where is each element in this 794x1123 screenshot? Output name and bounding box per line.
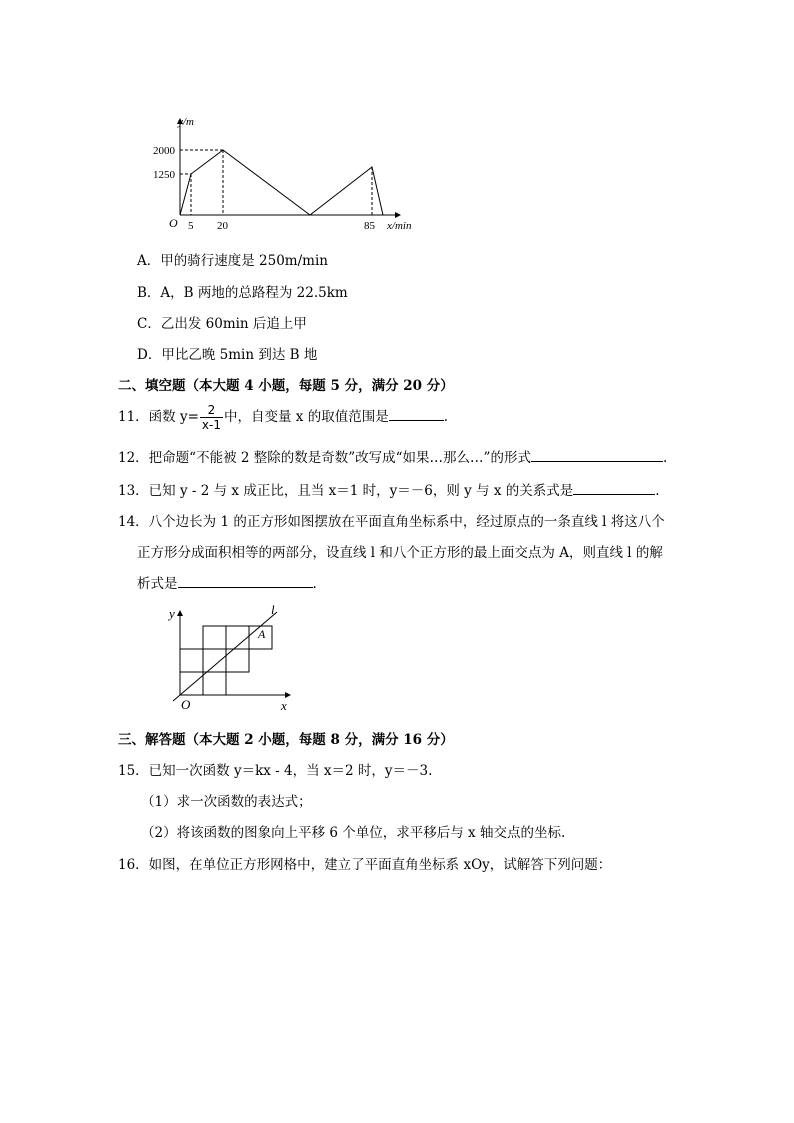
line-l — [173, 612, 277, 701]
point-a-label: A — [258, 627, 266, 641]
y-tick-1250: 1250 — [153, 169, 175, 181]
section-title-answer: 三、解答题（本大题 2 小题，每题 8 分，满分 16 分） — [118, 732, 454, 748]
answer-blank-14 — [178, 575, 313, 588]
question-14-line2: 正方形分成面积相等的两部分，设直线 l 和八个正方形的最上面交点为 A，则直线 l 的解 — [137, 545, 663, 561]
x-tick-5: 5 — [188, 220, 194, 232]
y-tick-2000: 2000 — [153, 145, 175, 157]
answer-blank-12 — [531, 449, 663, 462]
question-15-stem: 15．已知一次函数 y＝kx - 4，当 x＝2 时，y＝－3. — [118, 763, 433, 779]
fraction: $\frac{2}{x-1}$ — [201, 403, 221, 432]
question-11: 11．函数 y= $\frac{2}{x-1}$ 中，自变量 x 的取值范围是 . — [118, 403, 448, 432]
answer-blank-11 — [389, 408, 444, 421]
option-b: B．A，B 两地的总路程为 22.5km — [137, 285, 348, 301]
question-16-stem: 16．如图，在单位正方形网格中，建立了平面直角坐标系 xOy，试解答下列问题： — [118, 857, 612, 873]
y-label: y — [169, 606, 175, 621]
question-13: 13．已知 y - 2 与 x 成正比，且当 x＝1 时，y＝－6，则 y 与 x 的关系式是 . — [118, 483, 660, 499]
option-d: D．甲比乙晚 5min 到达 B 地 — [137, 347, 318, 363]
y-axis-label: y/m — [178, 116, 194, 128]
option-a: A．甲的骑行速度是 250m/min — [137, 253, 328, 269]
question-15-part2: （2）将该函数的图象向上平移 6 个单位，求平移后与 x 轴交点的坐标. — [141, 825, 566, 841]
section-title-fill-in: 二、填空题（本大题 4 小题，每题 5 分，满分 20 分） — [118, 378, 454, 394]
squares-graph — [155, 600, 300, 715]
origin-label: O — [169, 216, 178, 230]
x-tick-20: 20 — [217, 220, 228, 232]
line-l-label: l — [271, 602, 275, 617]
x-label: x — [281, 698, 287, 713]
option-c: C．乙出发 60min 后追上甲 — [137, 316, 307, 332]
x-axis-label: x/min — [387, 220, 412, 232]
y-axis-arrow — [177, 610, 183, 616]
question-14-line3: 析式是 . — [137, 576, 317, 592]
distance-time-graph — [150, 110, 420, 235]
x-axis-arrow — [395, 212, 401, 218]
answer-blank-13 — [573, 482, 655, 495]
origin-label: O — [181, 697, 191, 712]
graph-polyline — [180, 150, 383, 215]
question-14-line1: 14．八个边长为 1 的正方形如图摆放在平面直角坐标系中，经过原点的一条直线 l 将这八个 — [118, 514, 665, 530]
question-15-part1: （1）求一次函数的表达式； — [141, 794, 312, 810]
question-12: 12．把命题“不能被 2 整除的数是奇数”改写成“如果…那么…”的形式 . — [118, 450, 668, 466]
x-tick-85: 85 — [364, 220, 375, 232]
